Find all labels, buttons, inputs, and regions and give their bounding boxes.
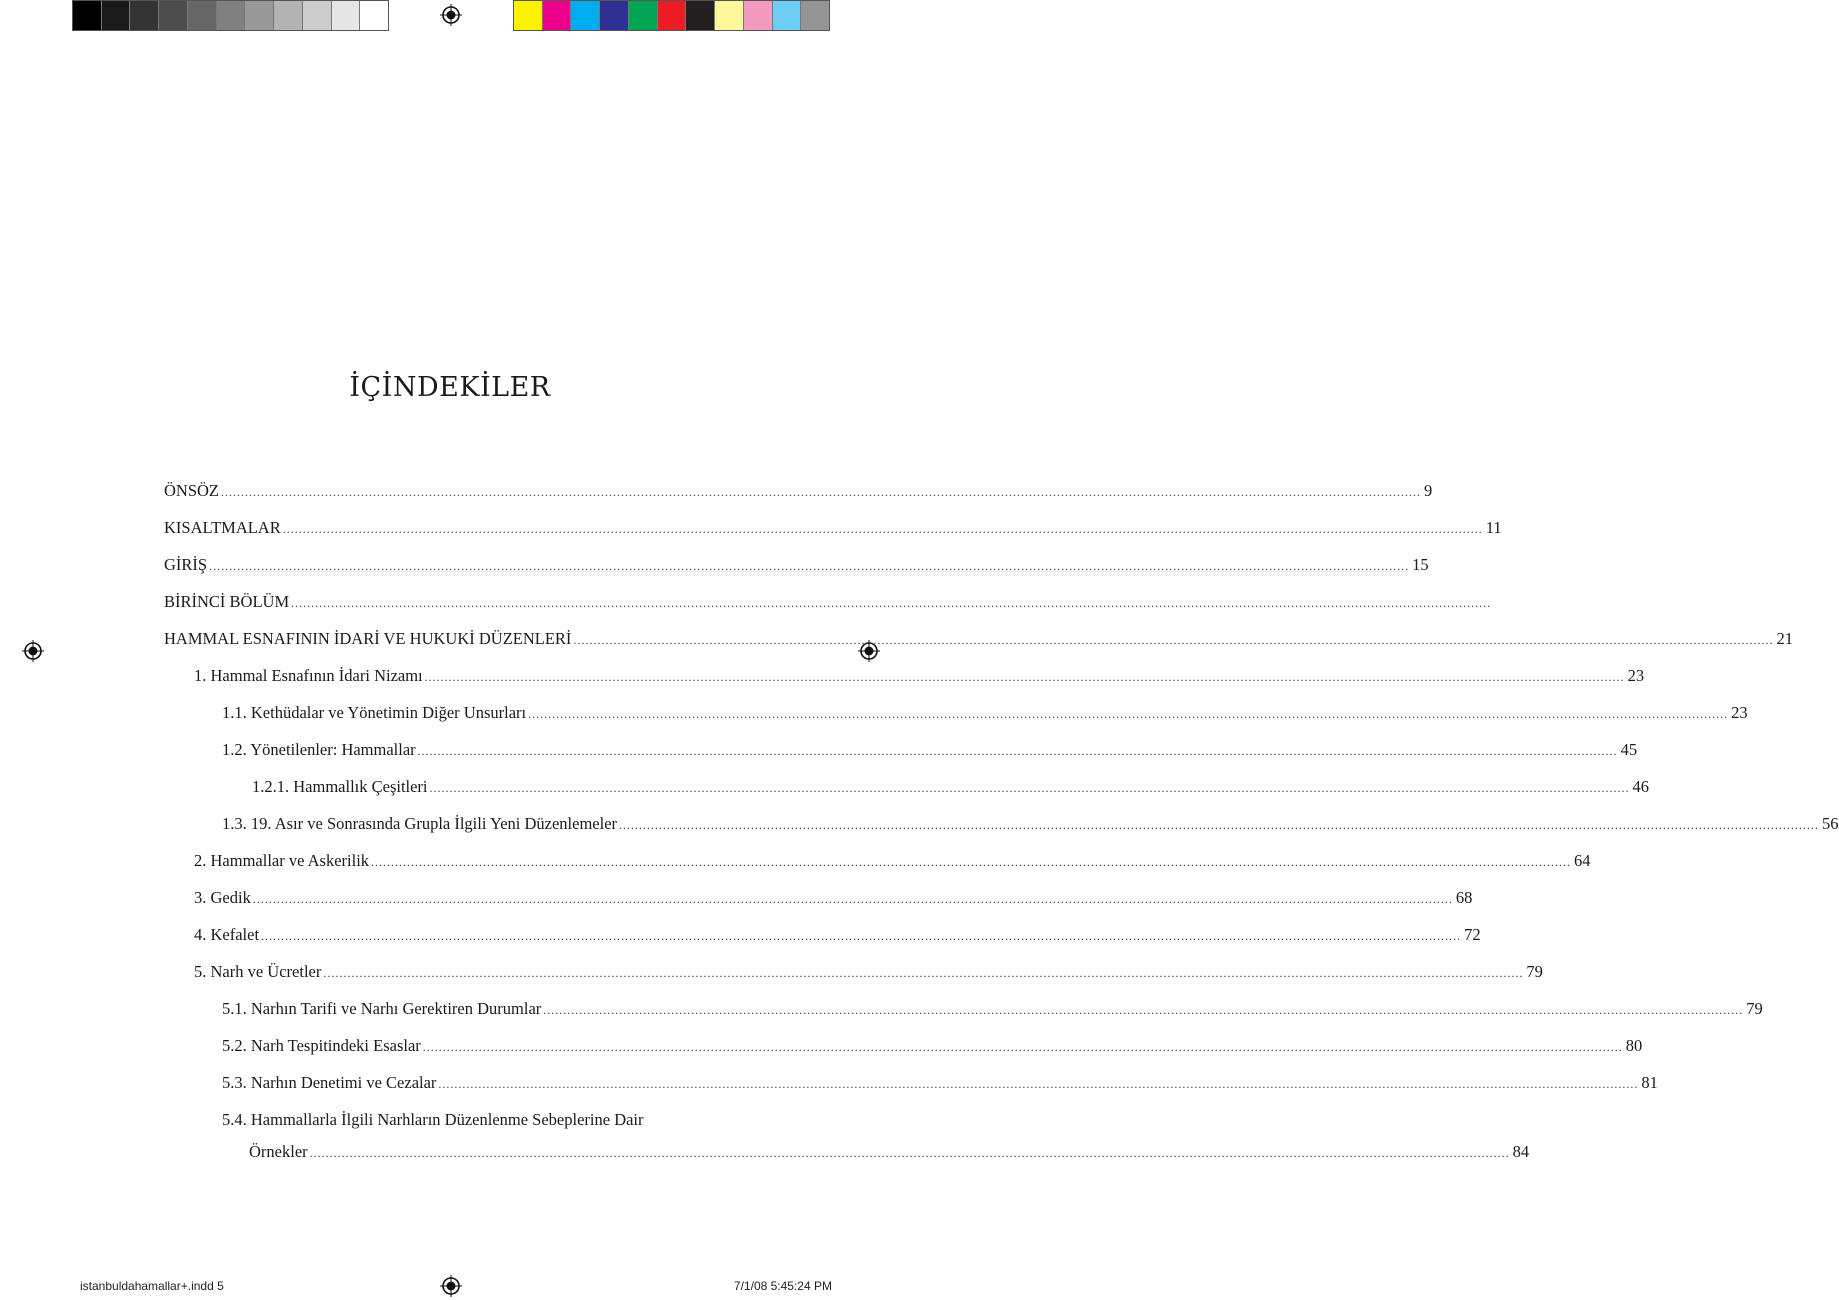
toc-leader-dots: ............................................................................................................................................................................................................................................................................................................ <box>417 744 1618 758</box>
toc-page-number: 84 <box>1512 1142 1530 1161</box>
toc-entry[interactable] <box>164 737 1638 774</box>
toc-leader-dots: ............................................................................................................................................................................................................................................................................................................ <box>424 670 1625 684</box>
footer-file-info: istanbuldahamallar+.indd 5 <box>80 1279 224 1293</box>
toc-page-number: 79 <box>1746 999 1763 1018</box>
toc-entry[interactable] <box>164 811 1839 848</box>
toc-entry[interactable] <box>164 589 1492 626</box>
color-swatch <box>686 1 715 30</box>
toc-page-number: 11 <box>1485 518 1502 537</box>
toc-leader-dots: ............................................................................................................................................................................................................................................................................................................ <box>252 892 1453 906</box>
toc-leader-dots: ............................................................................................................................................................................................................................................................................................................ <box>422 1040 1623 1054</box>
toc-leader-dots: ............................................................................................................................................................................................................................................................................................................ <box>282 522 1483 536</box>
table-of-contents <box>164 478 1839 1176</box>
toc-page-number: 79 <box>1526 962 1543 981</box>
toc-page-number: 56 <box>1822 814 1839 833</box>
toc-entry[interactable] <box>164 515 1502 552</box>
toc-leader-dots: ............................................................................................................................................................................................................................................................................................................ <box>619 818 1820 832</box>
color-swatch <box>571 1 600 30</box>
toc-entry-label: 1.1. Kethüdalar ve Yönetimin Diğer Unsurları <box>222 700 528 726</box>
toc-entry-label: 4. Kefalet <box>194 922 261 948</box>
toc-page-number: 45 <box>1620 740 1638 759</box>
toc-entry-label: 5.1. Narhın Tarifi ve Narhı Gerektiren Durumlar <box>222 996 543 1022</box>
toc-leader-dots: ............................................................................................................................................................................................................................................................................................................ <box>371 855 1572 869</box>
toc-entry[interactable] <box>164 478 1433 515</box>
registration-mark-icon <box>22 640 44 662</box>
toc-page-number: 80 <box>1625 1036 1643 1055</box>
gray-swatch <box>130 1 159 30</box>
toc-entry-label: 5. Narh ve Ücretler <box>194 959 323 985</box>
color-swatch <box>773 1 802 30</box>
toc-entry-wrapped-continuation[interactable] <box>164 1139 1530 1176</box>
page-title: İÇİNDEKİLER <box>349 372 551 403</box>
toc-entry-label: 2. Hammallar ve Askerilik <box>194 848 371 874</box>
toc-entry-label: KISALTMALAR <box>164 515 283 541</box>
toc-entry-label: 5.4. Hammallarla İlgili Narhların Düzenlenme Sebeplerine Dair <box>222 1107 646 1133</box>
toc-page-number: 64 <box>1574 851 1591 870</box>
toc-entry[interactable] <box>164 996 1763 1033</box>
color-swatch <box>715 1 744 30</box>
toc-entry[interactable] <box>164 885 1473 922</box>
registration-mark-icon <box>440 1275 462 1297</box>
toc-entry[interactable] <box>164 959 1543 996</box>
toc-leader-dots: ............................................................................................................................................................................................................................................................................................................ <box>429 781 1630 795</box>
toc-page-number: 15 <box>1412 555 1429 574</box>
toc-leader-dots: ............................................................................................................................................................................................................................................................................................................ <box>543 1003 1744 1017</box>
toc-entry[interactable] <box>164 774 1650 811</box>
process-color-bar <box>513 0 830 31</box>
toc-leader-dots: ............................................................................................................................................................................................................................................................................................................ <box>323 966 1524 980</box>
gray-swatch <box>332 1 361 30</box>
gray-swatch <box>73 1 102 30</box>
toc-entry-label: 1.3. 19. Asır ve Sonrasında Grupla İlgili Yeni Düzenlemeler <box>222 811 619 837</box>
toc-page-number: 21 <box>1776 629 1793 648</box>
toc-entry-label: BİRİNCİ BÖLÜM <box>164 589 291 615</box>
color-swatch <box>658 1 687 30</box>
toc-leader-dots: ............................................................................................................................................................................................................................................................................................................ <box>261 929 1462 943</box>
toc-entry[interactable] <box>164 1033 1643 1070</box>
gray-swatch <box>245 1 274 30</box>
gray-swatch <box>159 1 188 30</box>
gray-swatch <box>360 1 388 30</box>
registration-mark-icon <box>440 4 462 26</box>
toc-entry-label: 5.2. Narh Tespitindeki Esaslar <box>222 1033 423 1059</box>
toc-entry-label: HAMMAL ESNAFININ İDARİ VE HUKUKİ DÜZENLERİ <box>164 626 573 652</box>
color-swatch <box>514 1 543 30</box>
toc-page-number: 9 <box>1424 481 1433 500</box>
toc-entry-label: 3. Gedik <box>194 885 253 911</box>
color-swatch <box>629 1 658 30</box>
gray-swatch <box>102 1 131 30</box>
color-swatch <box>600 1 629 30</box>
toc-page-number: 68 <box>1455 888 1473 907</box>
toc-leader-dots: ............................................................................................................................................................................................................................................................................................................ <box>528 707 1729 721</box>
toc-entry-label: 1.2.1. Hammallık Çeşitleri <box>252 774 430 800</box>
toc-entry[interactable] <box>164 552 1429 589</box>
gray-swatch <box>274 1 303 30</box>
toc-leader-dots: ............................................................................................................................................................................................................................................................................................................ <box>221 485 1422 499</box>
toc-page-number: 81 <box>1641 1073 1658 1092</box>
gray-swatch <box>188 1 217 30</box>
gray-swatch <box>217 1 246 30</box>
toc-page-number: 46 <box>1632 777 1650 796</box>
toc-entry-label: ÖNSÖZ <box>164 478 221 504</box>
toc-entry[interactable] <box>164 626 1793 663</box>
toc-page-number: 72 <box>1464 925 1481 944</box>
toc-entry[interactable] <box>164 663 1645 700</box>
toc-leader-dots: ............................................................................................................................................................................................................................................................................................................ <box>209 559 1410 573</box>
toc-page-number: 23 <box>1627 666 1645 685</box>
toc-entry[interactable] <box>164 922 1481 959</box>
toc-leader-dots: ............................................................................................................................................................................................................................................................................................................ <box>438 1077 1639 1091</box>
gray-swatch <box>303 1 332 30</box>
color-swatch <box>744 1 773 30</box>
toc-entry-label: 1. Hammal Esnafının İdari Nizamı <box>194 663 425 689</box>
color-swatch <box>801 1 829 30</box>
toc-entry-label: Örnekler <box>249 1139 310 1165</box>
toc-leader-dots: ............................................................................................................................................................................................................................................................................................................ <box>573 633 1774 647</box>
color-swatch <box>543 1 572 30</box>
grayscale-color-bar <box>72 0 389 31</box>
toc-entry[interactable] <box>164 700 1748 737</box>
toc-leader-dots: ............................................................................................................................................................................................................................................................................................................ <box>291 596 1492 610</box>
toc-entry-label: GİRİŞ <box>164 552 209 578</box>
toc-entry-label: 5.3. Narhın Denetimi ve Cezalar <box>222 1070 438 1096</box>
toc-page-number: 23 <box>1731 703 1748 722</box>
toc-entry[interactable] <box>164 1070 1658 1107</box>
toc-entry-label: 1.2. Yönetilenler: Hammallar <box>222 737 418 763</box>
toc-entry[interactable] <box>164 848 1591 885</box>
toc-leader-dots: ............................................................................................................................................................................................................................................................................................................ <box>309 1146 1510 1160</box>
toc-entry-wrapped[interactable] <box>164 1107 728 1139</box>
footer-timestamp: 7/1/08 5:45:24 PM <box>733 1279 832 1293</box>
